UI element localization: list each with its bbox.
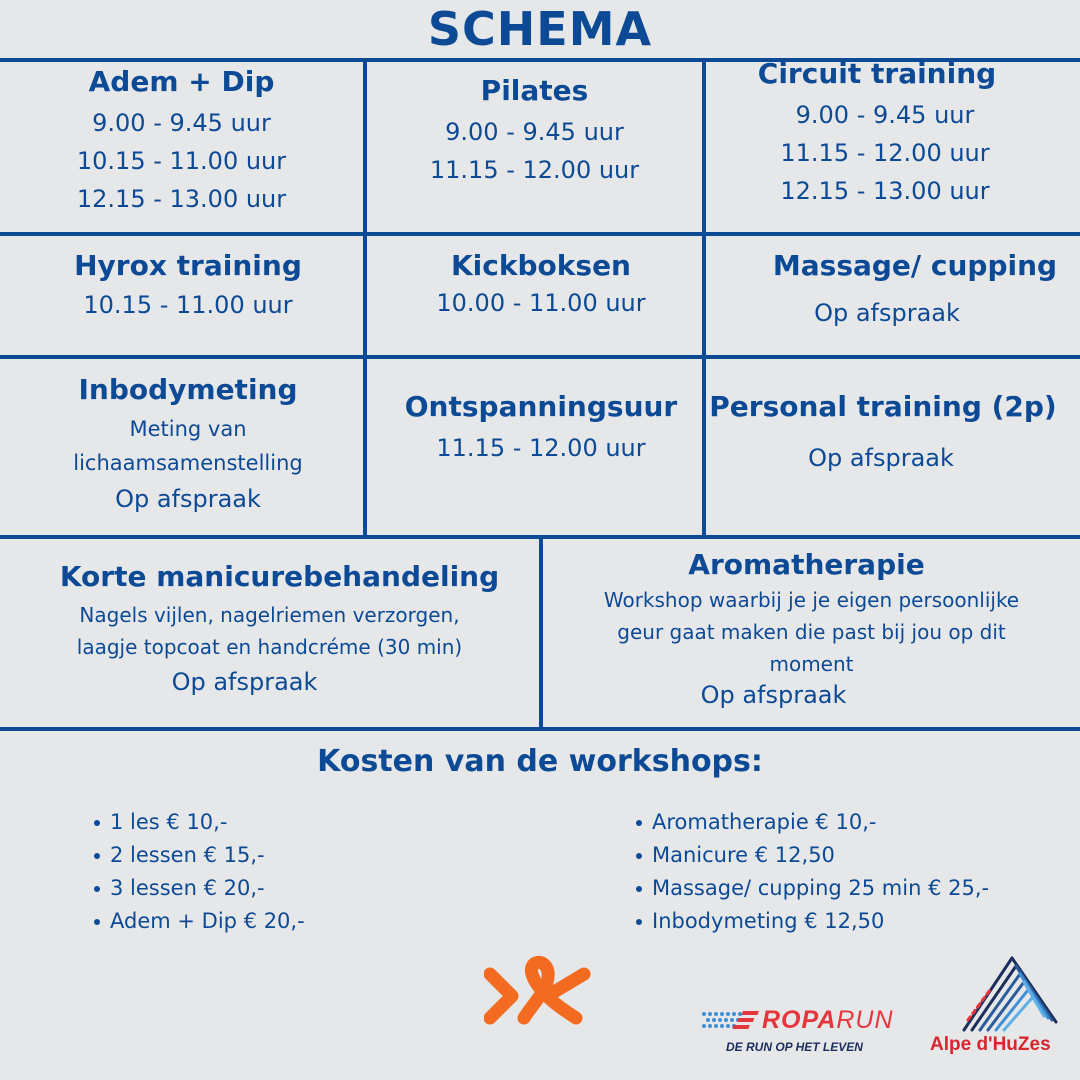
cell-title: Inbodymeting — [78, 373, 298, 406]
cell-personal-training — [706, 387, 1080, 477]
list-item: 2 lessen € 15,- — [90, 839, 305, 872]
cell-time: 11.15 - 12.00 uur — [780, 139, 990, 167]
cell-time: 9.00 - 9.45 uur — [795, 101, 975, 129]
list-item: Adem + Dip € 20,- — [90, 905, 305, 938]
cell-description: laagje topcoat en handcréme (30 min) — [76, 635, 463, 659]
alpe-dhuzes-mountain-logo — [960, 950, 1060, 1034]
list-item: 3 lessen € 20,- — [90, 872, 305, 905]
cell-adem-dip — [0, 62, 363, 218]
cell-description: Nagels vijlen, nagelriemen verzorgen, — [79, 603, 460, 627]
list-item: Aromatherapie € 10,- — [632, 806, 989, 839]
cell-time: 12.15 - 13.00 uur — [76, 185, 287, 213]
grid-line-row1 — [0, 232, 1080, 236]
cell-title: Circuit training — [757, 57, 997, 90]
cell-title: Adem + Dip — [88, 65, 275, 98]
cell-title: Aromatherapie — [688, 548, 925, 581]
costs-list-right — [632, 806, 989, 938]
list-item: Manicure € 12,50 — [632, 839, 989, 872]
cell-time: 9.00 - 9.45 uur — [92, 109, 271, 137]
cell-time: 10.15 - 11.00 uur — [76, 147, 287, 175]
cell-time: 10.15 - 11.00 uur — [83, 291, 293, 319]
grid-line-row2 — [0, 355, 1080, 359]
cell-time: Op afspraak — [115, 485, 261, 513]
cell-time: 11.15 - 12.00 uur — [436, 434, 646, 462]
costs-title: Kosten van de workshops: — [317, 744, 763, 779]
cell-time: Op afspraak — [171, 668, 318, 696]
cell-hyrox-training — [0, 246, 376, 324]
cell-title: Pilates — [480, 74, 589, 107]
cell-time: 9.00 - 9.45 uur — [445, 118, 624, 146]
cell-title: Personal training (2p) — [709, 390, 1057, 423]
cell-title: Korte manicurebehandeling — [59, 560, 500, 593]
cell-pilates — [367, 71, 702, 189]
cell-time: 11.15 - 12.00 uur — [429, 156, 640, 184]
cell-description: lichaamsamenstelling — [73, 451, 303, 475]
roparun-tagline: DE RUN OP HET LEVEN — [726, 1040, 863, 1054]
roparun-logo — [700, 1008, 762, 1034]
cell-title: Hyrox training — [74, 249, 302, 282]
alpe-dhuzes-wordmark: Alpe d'HuZes — [930, 1034, 1051, 1055]
cell-title: Ontspanningsuur — [404, 390, 678, 423]
cell-ontspanningsuur — [367, 387, 715, 467]
cell-kickboksen — [367, 246, 715, 320]
cell-time: Op afspraak — [814, 299, 960, 327]
cell-manicure — [0, 557, 539, 701]
cell-time: Op afspraak — [808, 444, 954, 472]
orange-brand-logo — [484, 952, 596, 1032]
cell-aromatherapie — [543, 546, 1080, 710]
cell-description: geur gaat maken die past bij jou op dit — [617, 620, 1006, 644]
cell-massage-cupping — [706, 246, 1080, 332]
cell-inbodymeting — [0, 370, 376, 518]
cell-description: Meting van — [129, 417, 247, 441]
list-item: Inbodymeting € 12,50 — [632, 905, 989, 938]
cell-description: Workshop waarbij je je eigen persoonlijke — [603, 588, 1020, 612]
costs-list-left — [90, 806, 305, 938]
cell-title: Kickboksen — [450, 249, 631, 282]
cell-time: Op afspraak — [700, 681, 847, 709]
cell-time: 10.00 - 11.00 uur — [436, 289, 646, 317]
list-item: Massage/ cupping 25 min € 25,- — [632, 872, 989, 905]
roparun-wordmark: ROPARUN — [762, 1006, 894, 1034]
page-title: SCHEMA — [427, 2, 653, 56]
cell-circuit-training — [706, 54, 1080, 210]
list-item: 1 les € 10,- — [90, 806, 305, 839]
cell-description: moment — [769, 652, 854, 676]
cell-title: Massage/ cupping — [772, 249, 1058, 282]
cell-time: 12.15 - 13.00 uur — [780, 177, 990, 205]
